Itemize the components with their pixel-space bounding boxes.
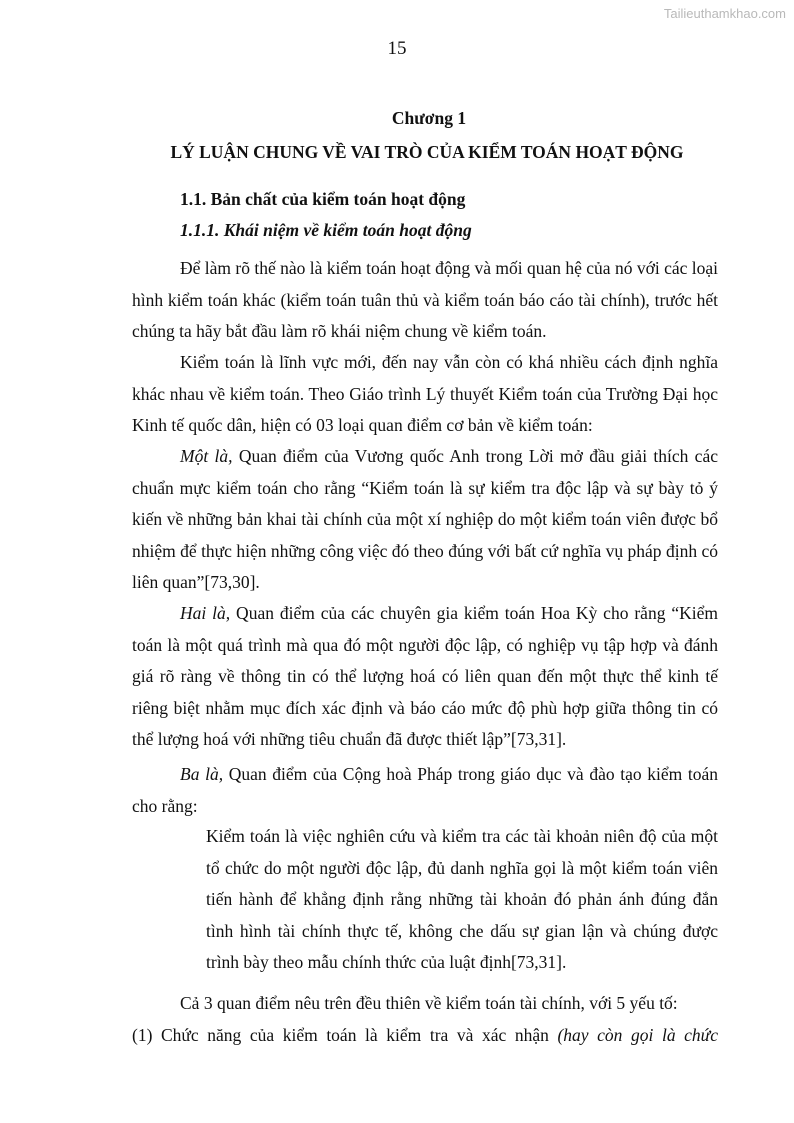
watermark: Tailieuthamkhao.com [663, 6, 786, 21]
chapter-title: LÝ LUẬN CHUNG VỀ VAI TRÒ CỦA KIỂM TOÁN HOẠT ĐỘNG [170, 142, 684, 162]
page-number: 15 [387, 38, 407, 59]
view-us-lead: Hai là, [180, 603, 231, 623]
subsection-heading: 1.1.1. Khái niệm về kiểm toán hoạt động [180, 220, 472, 240]
paragraph-view-uk [132, 441, 718, 599]
paragraph-summary: Cả 3 quan điểm nêu trên đều thiên về kiểm toán tài chính, với 5 yếu tố: [180, 993, 678, 1013]
paragraph-view-us [132, 598, 718, 756]
paragraph-intro: Để làm rõ thế nào là kiểm toán hoạt động và mối quan hệ của nó với các loại hình kiểm toán khác (kiểm toán tuân thủ và kiểm toán báo cáo tài chính), trước hết chúng ta hãy bắt đầu làm rõ khái niệm chung về kiểm toán. [132, 258, 718, 341]
paragraph-definitions: Kiểm toán là lĩnh vực mới, đến nay vẫn còn có khá nhiều cách định nghĩa khác nhau về kiểm toán. Theo Giáo trình Lý thuyết Kiểm toán của Trường Đại học Kinh tế quốc dân, hiện có 03 loại quan điểm cơ bản về kiểm toán: [132, 352, 718, 435]
block-quote: Kiểm toán là việc nghiên cứu và kiểm tra các tài khoản niên độ của một tổ chức do một người độc lập, đủ danh nghĩa gọi là một kiểm toán viên tiến hành để khẳng định rằng những tài khoản đó phản ánh đúng đắn tình hình tài chính thực tế, không che dấu sự gian lận và chúng được trình bày theo mẫu chính thức của luật định[73,31]. [206, 826, 718, 972]
paragraph-function [132, 1020, 718, 1052]
paragraph-view-france [132, 759, 718, 822]
view-us-body: Quan điểm của các chuyên gia kiểm toán Hoa Kỳ cho rằng “Kiểm toán là một quá trình mà qua đó một người độc lập, có nghiệp vụ tập hợp và đánh giá rõ ràng về thông tin có thể lượng hoá có liên quan đến một thực thể kinh tế riêng biệt nhằm mục đích xác định và báo cáo mức độ phù hợp giữa thông tin có thể lượng hoá với những tiêu chuẩn đã được thiết lập”[73,31]. [132, 603, 718, 749]
function-italic-text: (hay còn gọi là chức [557, 1025, 718, 1045]
view-france-lead: Ba là, [180, 764, 224, 784]
view-uk-body: Quan điểm của Vương quốc Anh trong Lời mở đầu giải thích các chuẩn mực kiểm toán cho rằng “Kiểm toán là sự kiểm tra độc lập và sự bày tỏ ý kiến về những bản khai tài chính của một xí nghiệp do một kiểm toán viên được bổ nhiệm để thực hiện những công việc đó theo đúng với bất cứ nghĩa vụ pháp định có liên quan”[73,30]. [132, 446, 718, 592]
section-heading: 1.1. Bản chất của kiểm toán hoạt động [180, 189, 466, 209]
chapter-label: Chương 1 [391, 108, 467, 128]
view-france-body: Quan điểm của Cộng hoà Pháp trong giáo dục và đào tạo kiểm toán cho rằng: [132, 764, 718, 816]
function-text: (1) Chức năng của kiểm toán là kiểm tra và xác nhận [132, 1025, 558, 1045]
view-uk-lead: Một là, [180, 446, 233, 466]
